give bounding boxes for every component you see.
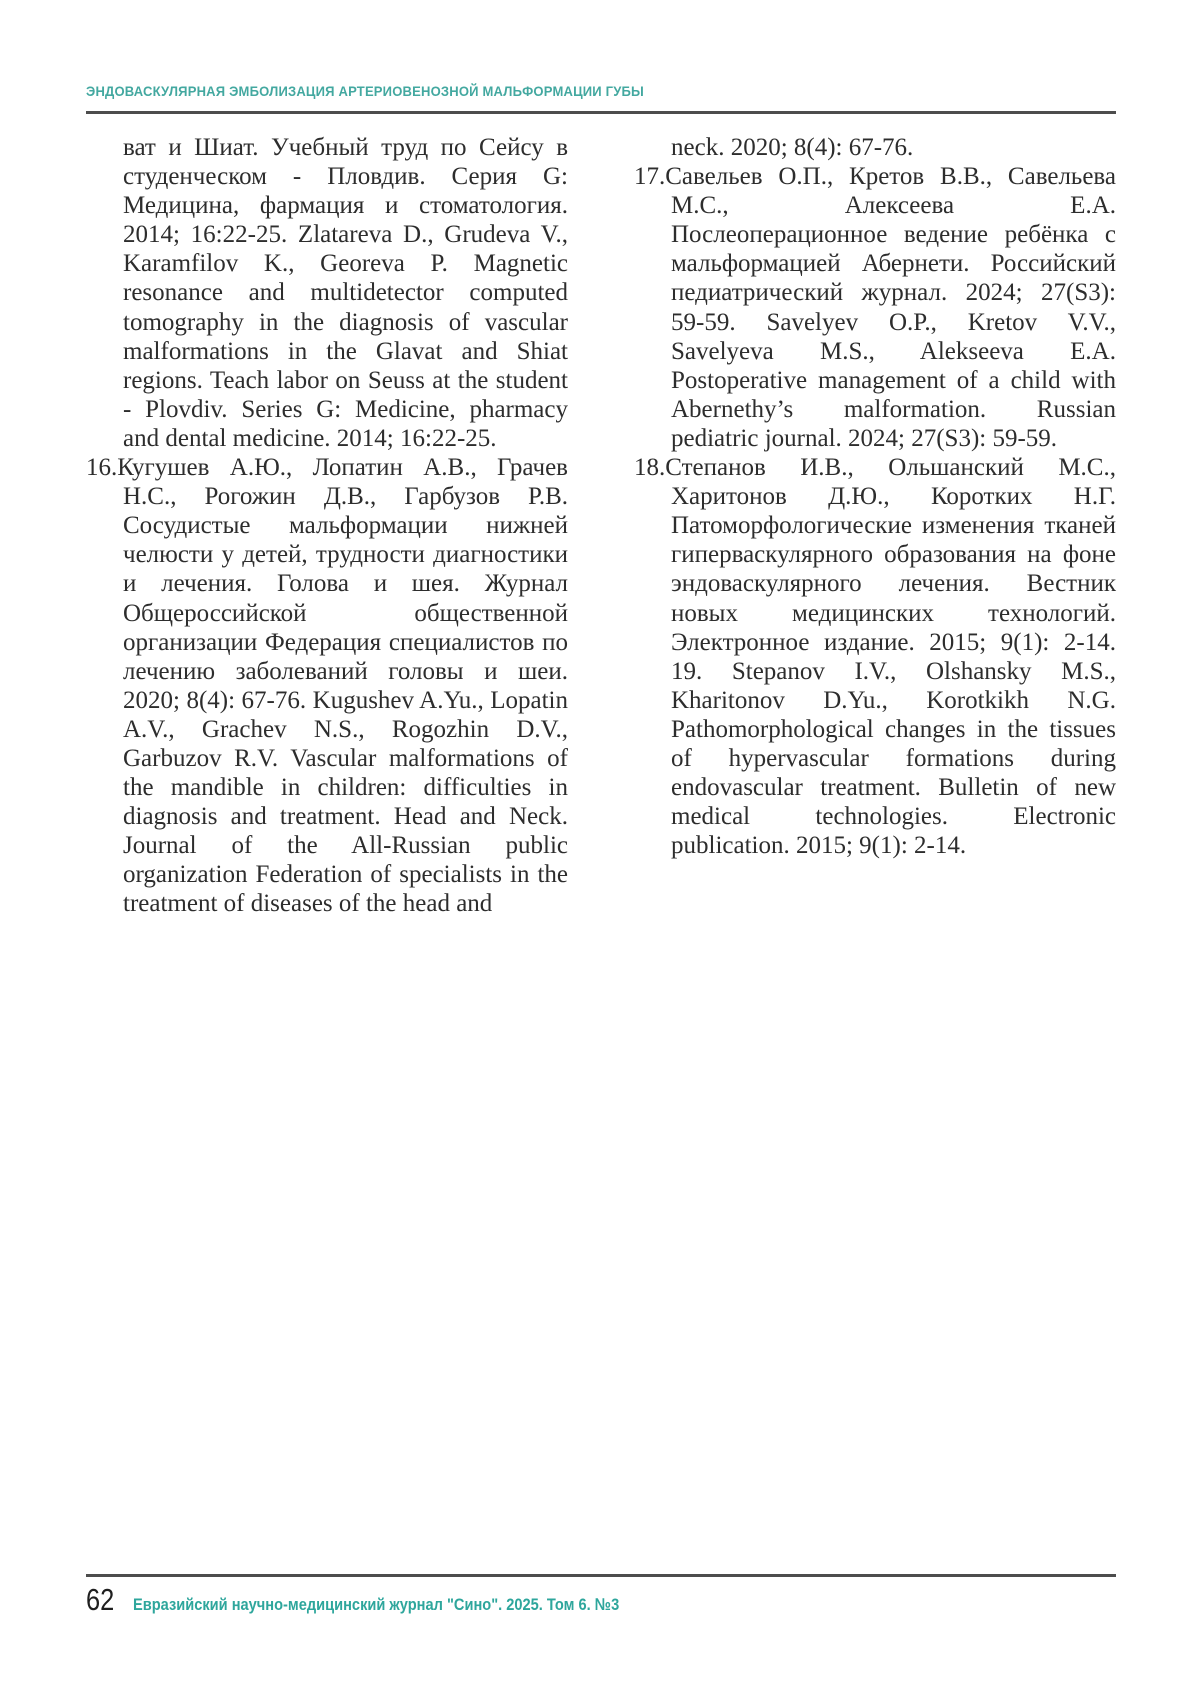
running-head [86,83,1116,99]
reference-number: 17. [634,163,666,191]
reference-item [86,453,568,919]
reference-item [86,133,568,453]
reference-number: 18. [634,454,666,482]
reference-text: Степанов И.В., Ольшанский М.С., Харитонов Д.Ю., Коротких Н.Г. Патоморфологические изменения тканей гиперваскулярного образования на фоне эндоваскулярного лечения. Вестник новых медицинских технологий. Электронное издание. 2015; 9(1): 2-14. 19. Stepanov I.V., Olshansky M.S., Kharitonov D.Yu., Korotkikh N.G. Pathomorphological changes in the tissues of hypervascular formations during endovascular treatment. Bulletin of new medical technologies. Electronic publication. 2015; 9(1): 2-14. [665,454,1116,860]
reference-item [634,453,1116,860]
reference-text: Кугушев А.Ю., Лопатин А.В., Грачев Н.С., Рогожин Д.В., Гарбузов Р.В. Сосудистые мальформации нижней челюсти у детей, трудности диагностики и лечения. Голова и шея. Журнал Общероссийской общественной организации Федерация специалистов по лечению заболеваний головы и шеи. 2020; 8(4): 67-76. Kugushev A.Yu., Lopatin A.V., Grachev N.S., Rogozhin D.V., Garbuzov R.V. Vascular malformations of the mandible in children: difficulties in diagnosis and treatment. Head and Neck. Journal of the All-Russian public organization Federation of specialists in the treatment of diseases of the head and [117,454,568,918]
reference-text: ват и Шиат. Учебный труд по Сейсу в студенческом - Пловдив. Серия G: Медицина, фармация и стоматология. 2014; 16:22-25. Zlatareva D., Grudeva V., Karamfilov K., Georeva P. Magnetic resonance and multidetector computed tomography in the diagnosis of vascular malformations in the Glavat and Shiat regions. Teach labor on Seuss at the student - Plovdiv. Series G: Medicine, pharmacy and dental medicine. 2014; 16:22-25. [123,134,568,452]
references-section [86,133,1116,919]
journal-footer-title: Евразийский научно-медицинский журнал "Сино". 2025. Том 6. №3 [133,1595,620,1614]
header-rule [86,111,1116,114]
reference-item [634,133,1116,162]
reference-item [634,162,1116,453]
reference-text: Савельев О.П., Кретов В.В., Савельева М.С., Алексеева Е.А. Послеоперационное ведение ребёнка с мальформацией Абернети. Российский педиатрический журнал. 2024; 27(S3): 59-59. Savelyev O.P., Kretov V.V., Savelyeva M.S., Alekseeva E.A. Postoperative management of a child with Abernethy’s malformation. Russian pediatric journal. 2024; 27(S3): 59-59. [665,163,1116,452]
page-number: 62 [86,1582,115,1617]
references-column-left [86,133,568,919]
footer-rule [86,1574,1116,1577]
references-column-right [634,133,1116,919]
reference-number: 16. [86,454,118,482]
running-head-title: ЭНДОВАСКУЛЯРНАЯ ЭМБОЛИЗАЦИЯ АРТЕРИОВЕНОЗНОЙ МАЛЬФОРМАЦИИ ГУБЫ [86,83,644,99]
reference-text: neck. 2020; 8(4): 67-76. [671,134,914,161]
